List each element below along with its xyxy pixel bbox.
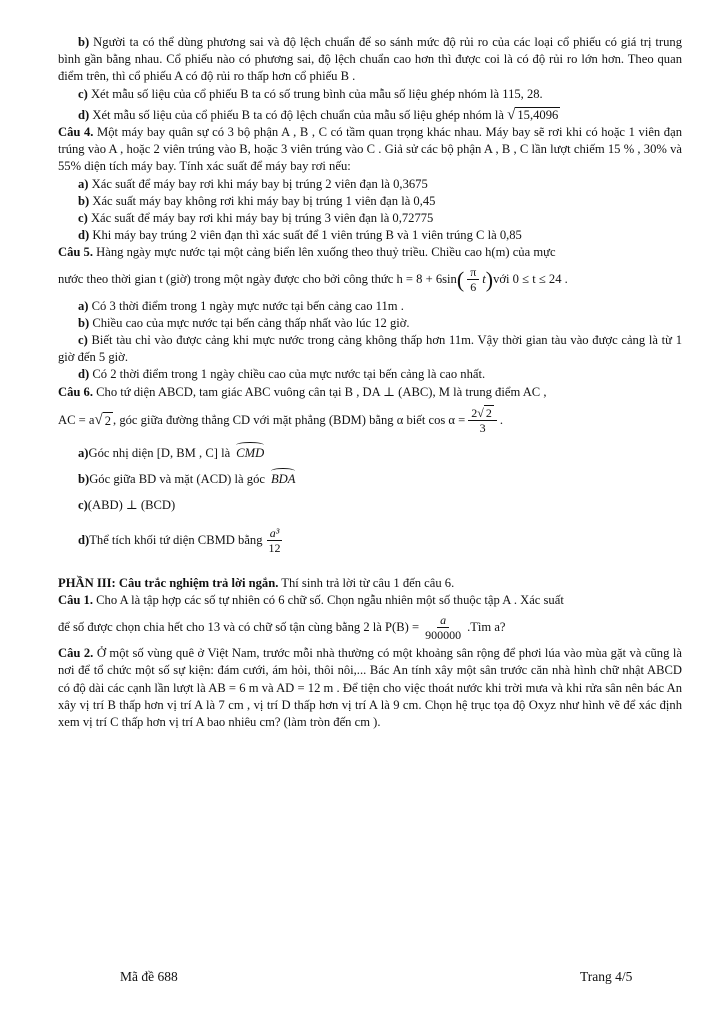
q4-c-text: Xác suất để máy bay rơi khi máy bay bị trúng 3 viên đạn là 0,72775 [87,211,434,226]
q5-text1: Hàng ngày mực nước tại một cảng biển lên xuống theo thuỷ triều. Chiều cao h(m) của mực [93,245,556,260]
q6-text2b: 2 [103,412,113,430]
q3-b-label: b) [78,35,90,49]
q4-c-label: c) [78,211,88,226]
q6-c-label: c) [78,498,88,513]
q6-frac-bot: 3 [479,421,486,436]
q6-text2a: AC = a [58,413,95,428]
q5-b-text: Chiều cao của mực nước tại bến cảng thấp nhất vào lúc 12 giờ. [89,315,410,330]
p3q1-label: Câu 1. [58,593,93,608]
p3q1-text3: .Tìm a? [467,619,506,634]
q6-d-label: d) [78,533,90,548]
q6-a-text: Góc nhị diện [D, BM , C] là [88,446,231,461]
sqrt-symbol: √ [507,106,516,123]
q6-text2c: , góc giữa đường thẳng CD với mặt phẳng (BDM) bằng α biết cos α = [113,413,466,428]
part3-heading [58,575,682,592]
p3q1-frac-bot: 900000 [425,627,462,642]
part3-instructions: Thí sinh trả lời từ câu 1 đến câu 6. [278,575,455,590]
p3q2 [58,645,682,731]
q5-a [58,298,682,315]
q6-d-frac-bot: 12 [268,541,281,556]
q6-frac-top-a: 2 [471,406,478,421]
q3-b-text: Người ta có thể dùng phương sai và độ lệch chuẩn để so sánh mức độ rủi ro của các loại cổ phiếu có giá trị trung bình gần bằng nhau. Cổ phiếu nào có phương sai, độ lệch chuẩn cao hơn thì được coi là có độ rủi ro lớn hơn. Theo quan điểm trên, thì cổ phiếu A có độ rủi ro thấp hơn cổ phiếu B . [58,35,682,84]
q6-b-text: Góc giữa BD và mặt (ACD) là góc [89,472,265,487]
q5-c [58,332,682,366]
q5-c-text: Biết tàu chỉ vào được cảng khi mực nước trong cảng không thấp hơn 11m. Vậy thời gian tàu vào được cảng là từ 1 giờ đến 5 giờ. [58,333,682,365]
q4-text: Một máy bay quân sự có 3 bộ phận A , B , C có tầm quan trọng khác nhau. Máy bay sẽ rơi khi có hoặc 1 viên đạn trúng vào A , hoặc 2 viên trúng vào B, hoặc 3 viên trúng vào C . Giả sử các bộ phận A , B , C lần lượt chiếm 15 % , 30% và 55% diện tích máy bay. Tính xác suất để máy bay rơi nếu: [58,125,682,174]
q6-d-text: Thể tích khối tứ diện CBMD bằng [89,533,263,548]
q4-stem [58,124,682,176]
p3q1-line2 [58,609,682,645]
q5-b-label: b) [78,315,90,330]
q5-d [58,366,682,383]
q5-d-text: Có 2 thời điểm trong 1 ngày chiều cao của mực nước tại bến cảng là cao nhất. [89,367,486,382]
q3-d [58,107,682,124]
q6-b [58,467,682,493]
q6-text2d: . [499,413,504,428]
p3q1-fraction [422,613,464,642]
page-number: Trang 4/5 [580,969,633,984]
q6-a-label: a) [78,446,89,461]
q6-b-angle: BDA [271,471,295,488]
q3-c-label: c) [78,86,88,101]
q6-a-angle: CMD [236,445,264,462]
q4-b-text: Xác suất máy bay không rơi khi máy bay bị trúng 1 viên đạn là 0,45 [89,193,436,208]
q5-text2: nước theo thời gian t (giờ) trong một ngày được cho bởi công thức h = 8 + 6sin [58,272,457,287]
q4-d-text: Khi máy bay trúng 2 viên đạn thì xác suất để 1 viên trúng B và 1 viên trúng C là 0,85 [89,228,522,243]
q5-text3: t [482,272,486,287]
q5-label: Câu 5. [58,245,93,260]
q5-c-label: c) [78,333,88,348]
q5-frac-bot: 6 [470,280,477,295]
q5-fraction [467,265,479,294]
q5-a-text: Có 3 thời điểm trong 1 ngày mực nước tại bến cảng cao 11m . [88,298,404,313]
p3q2-label: Câu 2. [58,646,94,661]
q6-frac-top [468,406,497,421]
p3q1-frac-top: a [437,613,449,628]
q3-c [58,86,682,103]
p3q1-line1 [58,592,682,609]
q3-d-text: Xét mẫu số liệu của cổ phiếu B ta có độ lệch chuẩn của mẫu số liệu ghép nhóm là [89,107,508,122]
paren-close: ) [485,266,494,292]
q6-b-label: b) [78,472,90,487]
sqrt-symbol: √ [94,412,103,429]
q6-d-fraction [266,526,284,555]
q3-d-label: d) [78,107,90,122]
q5-a-label: a) [78,298,89,313]
q3-c-text: Xét mẫu số liệu của cổ phiếu B ta có số trung bình của mẫu số liệu ghép nhóm là 115, 28. [87,86,543,101]
q6-c [58,493,682,519]
part3-title: PHẦN III: Câu trắc nghiệm trả lời ngắn. [58,575,279,590]
q4-a-label: a) [78,176,89,191]
q5-stem-line2 [58,262,682,298]
q3-d-value: 15,4096 [517,107,559,122]
q6-cos-fraction [468,406,497,435]
q5-text4: với 0 ≤ t ≤ 24 . [493,272,568,287]
paren-open: ( [456,266,465,292]
q6-stem-line2 [58,401,682,441]
q4-c [58,210,682,227]
exam-content [58,34,682,731]
q6-a [58,441,682,467]
p3q2-text: Ở một số vùng quê ở Việt Nam, trước mỗi nhà thường có một khoảng sân rộng để phơi lúa vào mùa gặt và cũng là nơi để tổ chức một số sự kiện: đám cưới, ám hỏi, thôi nôi,... Bác An tính xây một sân trước căn nhà hình chữ nhật ABCD có độ dài các cạnh lần lượt là AB = 6 m và AD = 12 m . Để tiện cho việc thoát nước khi trời mưa và khi rửa sân nên bác An xây vị trí B thấp hơn vị trí A là 7 cm , vị trí D thấp hơn vị trí A là 9 cm. Chọn hệ trục tọa độ Oxyz như hình vẽ để xác định xem vị trí C thấp hơn vị trí A bao nhiêu cm? (làm tròn đến cm ). [58,646,682,730]
q6-label: Câu 6. [58,384,93,399]
q4-d-label: d) [78,228,90,243]
q6-d [58,519,682,563]
q6-c-text: (ABD) ⊥ (BCD) [87,498,176,513]
q5-stem-line1 [58,244,682,261]
p3q1-text1: Cho A là tập hợp các số tự nhiên có 6 chữ số. Chọn ngẫu nhiên một số thuộc tập A . Xác suất [93,593,564,608]
q4-d [58,227,682,244]
exam-code: Mã đề 688 [120,969,178,984]
q6-d-frac-top: a³ [267,526,283,541]
q6-frac-top-b: 2 [485,406,492,421]
q5-b [58,315,682,332]
q4-a [58,176,682,193]
q6-stem-line1 [58,384,682,401]
q4-a-text: Xác suất để máy bay rơi khi máy bay bị trúng 2 viên đạn là 0,3675 [88,176,428,191]
q5-frac-top: π [467,265,479,280]
q4-b-label: b) [78,193,90,208]
p3q1-text2: để số được chọn chia hết cho 13 và có chữ số tận cùng bằng 2 là P(B) = [58,619,420,634]
q4-label: Câu 4. [58,125,94,140]
q4-b [58,193,682,210]
q3-b [58,34,682,86]
sqrt-symbol: √ [477,406,484,421]
q6-text1: Cho tứ diện ABCD, tam giác ABC vuông cân tại B , DA ⊥ (ABC), M là trung điểm AC , [93,384,547,399]
q5-d-label: d) [78,367,90,382]
